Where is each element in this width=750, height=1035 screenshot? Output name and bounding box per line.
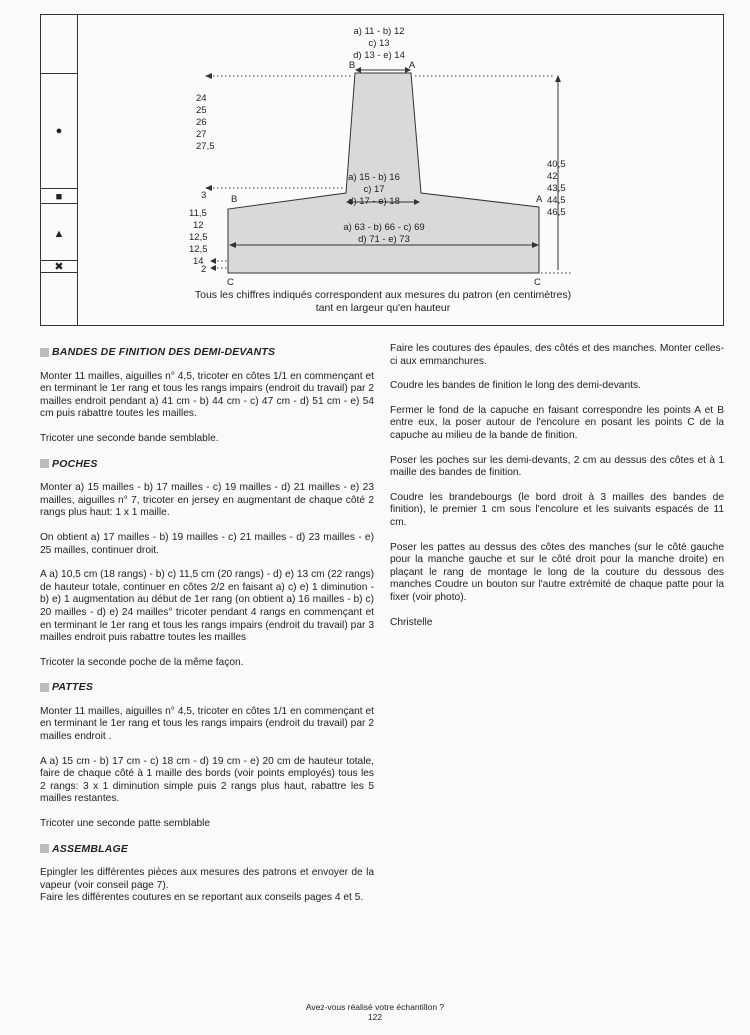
right-height-3: 43,5 [547,183,566,194]
side-height-3: 12,5 [189,232,208,243]
paragraph: Tricoter une seconde bande semblable. [40,432,219,444]
footer [0,1002,750,1022]
side-height-1: 11,5 [189,208,207,219]
bottom-size-label-2: d) 71 - e) 73 [358,234,410,245]
right-height-5: 46,5 [547,207,566,218]
point-label-c-right: C [534,277,541,288]
heading-marker-icon [40,459,49,468]
section-heading-pattes: PATTES [40,681,374,694]
paragraph: A a) 10,5 cm (18 rangs) - b) c) 11,5 cm (20 rangs) - d) e) 13 cm (22 rangs) de hauteur totale, continuer en côtes 2/2 en faisant a) c) e) 1 diminution - b) e) 1 augmentation au début de 1er rang (on obtient a) 16 mailles - b) c) 20 mailles - d) e) 24 mailles° tricoter pendant 4 rangs en commençant et en terminant le 1er rang et tous les rangs impairs (endroit du travail) par 3 mailles endroit puis rabattre toutes les mailles [40,569,374,644]
paragraph: Poser les poches sur les demi-devants, 2 cm au dessus des côtes et à 1 maille des bandes de finition. [390,454,724,479]
mid-size-label-3: d) 17 - e) 18 [348,196,400,207]
page-number: 122 [367,1012,383,1022]
point-label-b-top: B [348,60,356,71]
side-height-2: 12 [193,220,204,231]
left-height-2: 25 [196,105,207,116]
caption-line-2: tant en largeur qu'en hauteur [315,302,451,314]
hood-pattern-drawing [41,15,725,327]
caption-line-1: Tous les chiffres indiqués correspondent aux mesures du patron (en centimètres) [194,289,572,301]
square-icon: ■ [55,191,63,203]
paragraph: Faire les différentes coutures en se reportant aux conseils pages 4 et 5. [40,892,364,904]
left-text-column [40,346,374,917]
paragraph: Tricoter une seconde patte semblable [40,818,211,830]
bottom-size-label-1: a) 63 - b) 66 - c) 69 [343,222,425,233]
paragraph: Monter a) 15 mailles - b) 17 mailles - c) 19 mailles - d) 21 mailles - e) 23 mailles, aiguilles n° 7, tricoter en jersey en augmentant de chaque côté 2 rangs plus haut: 1 x 1 maille. [40,482,374,519]
heading-marker-icon [40,683,49,692]
pattern-diagram-frame [40,14,724,326]
left-height-3: 26 [196,117,207,128]
point-label-c-left: C [227,277,234,288]
right-height-1: 40,5 [547,159,566,170]
paragraph: Coudre les brandebourgs (le bord droit à 3 mailles des bandes de finition), le premier 1 cm sous l'encolure et les suivants espacés de 11 cm. [390,491,724,528]
point-label-a-top: A [408,60,416,71]
dot-icon: ● [55,125,63,137]
mark-2: 2 [201,264,207,275]
right-text-column [390,343,724,641]
section-heading-assemblage: ASSEMBLAGE [40,843,374,856]
mid-size-label-1: a) 15 - b) 16 [348,172,400,183]
mid-size-label-2: c) 17 [363,184,385,195]
paragraph: Tricoter la seconde poche de la même façon. [40,656,244,668]
left-height-1: 24 [196,93,207,104]
cross-icon: ✖ [54,261,64,273]
section-heading-bandes: BANDES DE FINITION DES DEMI-DEVANTS [40,346,374,359]
triangle-icon: ▲ [53,228,65,240]
left-height-4: 27 [196,129,207,140]
paragraph: Faire les coutures des épaules, des côtés et des manches. Monter celles-ci aux emmanchures. [390,343,724,367]
mark-3: 3 [201,190,207,201]
footer-note: Avez-vous réalisé votre échantillon ? [305,1002,445,1012]
paragraph: Monter 11 mailles, aiguilles n° 4,5, tricoter en côtes 1/1 en commençant et en terminant le 1er rang et tous les rangs impairs (endroit du travail) par 2 mailles endroit pendant a) 41 cm - b) 44 cm - c) 47 cm - d) 51 cm - e) 54 cm puis rabattre toutes les mailles. [40,370,374,420]
paragraph: A a) 15 cm - b) 17 cm - c) 18 cm - d) 19 cm - e) 20 cm de hauteur totale, faire de chaque côté à 1 maille des bords (voir points employés) tous les 2 rangs: 3 x 1 diminution simple puis 2 rangs plus haut, rabattre les 5 mailles restantes. [40,755,374,805]
left-height-5: 27,5 [196,141,215,152]
paragraph: Monter 11 mailles, aiguilles n° 4,5, tricoter en côtes 1/1 en commençant et en terminant le 1er rang et tous les rangs impairs (endroit du travail) par 2 mailles endroit . [40,705,374,743]
right-height-2: 42 [547,171,558,182]
top-size-label-3: d) 13 - e) 14 [353,50,405,61]
heading-marker-icon [40,348,49,357]
right-height-4: 44,5 [547,195,566,206]
paragraph: Epingler les différentes pièces aux mesures des patrons et envoyer de la vapeur (voir conseil page 7). [40,867,374,891]
section-heading-poches: POCHES [40,458,374,471]
side-height-4: 12,5 [189,244,208,255]
paragraph: On obtient a) 17 mailles - b) 19 mailles - c) 21 mailles - d) 23 mailles - e) 25 mailles, continuer droit. [40,531,374,556]
paragraph: Fermer le fond de la capuche en faisant correspondre les points A et B entre eux, la poser autour de l'encolure en posant les points C de la capuche au milieu de la bande de finition. [390,404,724,441]
signature: Christelle [390,616,433,628]
point-label-a: A [536,194,543,205]
paragraph: Poser les pattes au dessus des côtes des manches (sur le côté gauche pour la manche gauche et sur le côté droit pour la manche droite) en plaçant le rang de montage le long de la couture du dessous des manches Coudre un bouton sur l'autre extrémité de chaque patte pour la fixer (voir photo). [390,541,724,603]
heading-marker-icon [40,844,49,853]
diagram-caption [41,289,725,315]
paragraph: Coudre les bandes de finition le long des demi-devants. [390,380,641,392]
point-label-b: B [231,194,238,205]
top-size-label-2: c) 13 [368,38,390,49]
side-height-5: 14 [193,256,204,267]
top-size-label-1: a) 11 - b) 12 [353,26,405,37]
